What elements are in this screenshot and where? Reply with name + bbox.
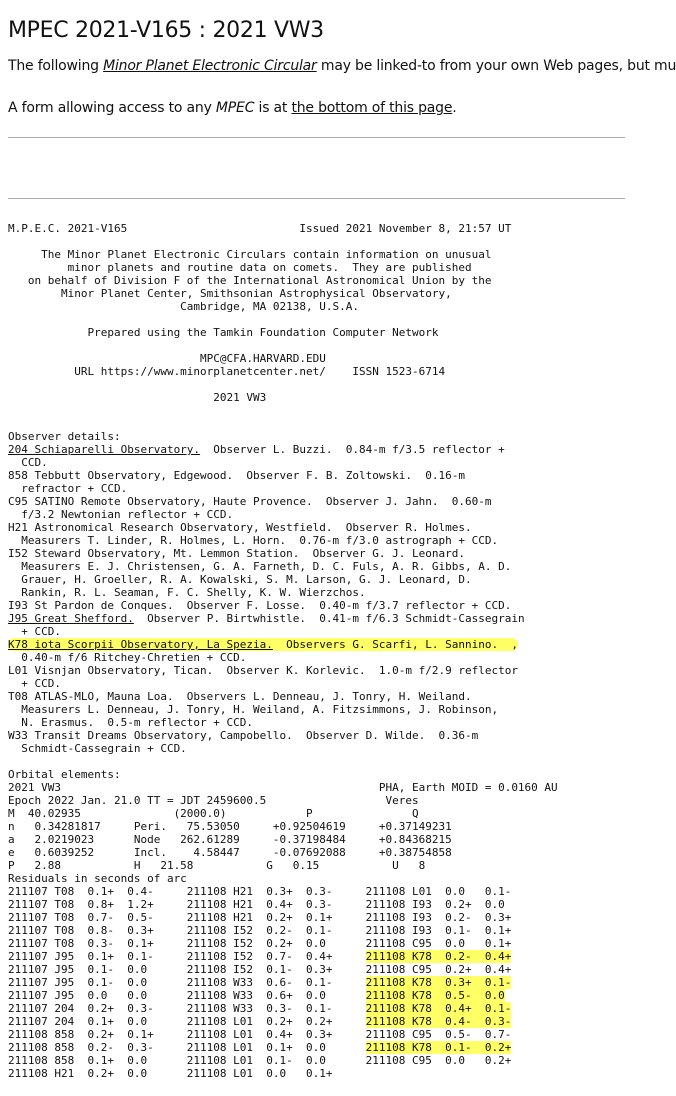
residual-cell: 211108 L01 0.0 0.1- — [365, 885, 512, 898]
residual-cells: 211107 T08 0.7- 0.5- 211108 H21 0.2+ 0.1+ — [8, 911, 366, 924]
mpec-preamble: The Minor Planet Electronic Circulars contain information on unusual minor planets and routine data on comets. They are published on behalf of Division F of the International Astronomical Union by the Minor Planet Center, Smithsonian Astrophysical Observatory, Cambridge, MA 02138, U.S.A. Prepared using the Tamkin Foundation Computer Network MPC@CFA.HARVARD.EDU URL https://www.minorplanetcenter.net/ ISSN 1523-6714 2021 VW3 — [27, 248, 492, 404]
intro-text: A form allowing access to any — [8, 100, 216, 116]
residuals-table — [8, 885, 511, 1080]
residual-cells: 211107 T08 0.8+ 1.2+ 211108 H21 0.4+ 0.3- — [8, 898, 366, 911]
residual-cells: 211107 204 0.2+ 0.3- 211108 W33 0.3- 0.1- — [8, 1002, 366, 1015]
observer-details-block-2: 0.40-m f/6 Ritchey-Chretien + CCD. L01 Visnjan Observatory, Tican. Observer K. Korlevic. 1.0-m f/2.9 reflector + CCD. T08 ATLAS-MLO, Mauna Loa. Observers L. Denneau, J. Tonry, H. Weiland. Measurers L. Denneau, J. Tonry, H. Weiland, A. Fitzsimmons, J. Robinson, N. Erasmus. 0.5-m reflector + CCD. W33 Transit Dreams Observatory, Campobello. Observer D. Wilde. 0.36-m Schmidt-Cassegrain + CCD. — [8, 651, 518, 755]
residual-cell: 211108 I93 0.2+ 0.0 — [365, 898, 505, 911]
mpec-header: M.P.E.C. 2021-V165 Issued 2021 November 8, 21:57 UT — [8, 222, 512, 235]
residual-cell: 211108 I93 0.1- 0.1+ — [365, 924, 512, 937]
residual-row — [8, 937, 511, 950]
residual-cells: 211107 J95 0.1+ 0.1- 211108 I52 0.7- 0.4+ — [8, 950, 366, 963]
residual-row — [8, 911, 511, 924]
observer-heading: Observer details: — [8, 430, 121, 443]
mpec-link[interactable]: Minor Planet Electronic Circular — [103, 58, 317, 74]
divider-bottom — [8, 198, 625, 199]
intro-text: The following — [8, 58, 104, 74]
intro-line-1 — [8, 58, 676, 74]
residual-cells: 211108 858 0.2- 0.3- 211108 L01 0.1+ 0.0 — [8, 1041, 366, 1054]
residual-row — [8, 1054, 511, 1067]
residual-row — [8, 1002, 511, 1015]
residual-cells: 211107 J95 0.0 0.0 211108 W33 0.6+ 0.0 — [8, 989, 366, 1002]
residual-row — [8, 885, 511, 898]
residual-row — [8, 963, 511, 976]
residual-cells: 211107 J95 0.1- 0.0 211108 I52 0.1- 0.3+ — [8, 963, 366, 976]
intro-text-suffix: may be linked-to from your own Web pages, but mu — [316, 58, 676, 74]
residual-cells: 211107 T08 0.8- 0.3+ 211108 I52 0.2- 0.1- — [8, 924, 366, 937]
residual-cell: 211108 C95 0.5- 0.7- — [365, 1028, 512, 1041]
residual-cell-highlighted: 211108 K78 0.5- 0.0 — [365, 989, 505, 1002]
residual-row — [8, 1015, 511, 1028]
observer-details-k78: Observers G. Scarfi, L. Sannino. , — [272, 638, 518, 651]
residual-cells: 211108 H21 0.2+ 0.0 211108 L01 0.0 0.1+ — [8, 1067, 366, 1080]
mpec-em: MPEC — [215, 100, 255, 116]
observatory-204-link[interactable]: 204 Schiaparelli Observatory. — [8, 443, 201, 456]
residual-row — [8, 950, 511, 963]
residual-cell-highlighted: 211108 K78 0.4- 0.3- — [365, 1015, 512, 1028]
residual-cells: 211107 J95 0.1- 0.0 211108 W33 0.6- 0.1- — [8, 976, 366, 989]
residual-cells: 211108 858 0.2+ 0.1+ 211108 L01 0.4+ 0.3+ — [8, 1028, 366, 1041]
residual-cells: 211107 T08 0.1+ 0.4- 211108 H21 0.3+ 0.3- — [8, 885, 366, 898]
observer-details-j95: Observer P. Birtwhistle. 0.41-m f/6.3 Schmidt-Cassegrain + CCD. — [21, 612, 525, 638]
intro-line-2 — [8, 100, 457, 116]
residual-cell-highlighted: 211108 K78 0.3+ 0.1- — [365, 976, 512, 989]
residual-cell: 211108 C95 0.0 0.1+ — [365, 937, 512, 950]
residual-cell-highlighted: 211108 K78 0.1- 0.2+ — [365, 1041, 512, 1054]
residual-row — [8, 924, 511, 937]
residual-row — [8, 976, 511, 989]
residual-row — [8, 1041, 511, 1054]
residual-cell: 211108 C95 0.0 0.2+ — [365, 1054, 512, 1067]
residual-cell-highlighted: 211108 K78 0.4+ 0.1- — [365, 1002, 512, 1015]
residual-cell: 211108 I93 0.2- 0.3+ — [365, 911, 512, 924]
residual-cell: 211108 C95 0.2+ 0.4+ — [365, 963, 512, 976]
residual-cells: 211107 204 0.1+ 0.0 211108 L01 0.2+ 0.2+ — [8, 1015, 366, 1028]
residual-row — [8, 1028, 511, 1041]
residual-cell-highlighted: 211108 K78 0.2- 0.4+ — [365, 950, 512, 963]
mpec-text — [8, 222, 558, 1080]
observatory-j95-link[interactable]: J95 Great Shefford. — [8, 612, 134, 625]
observatory-k78-link[interactable]: K78 iota Scorpii Observatory, La Spezia. — [8, 638, 273, 651]
orbital-elements: Orbital elements: 2021 VW3 PHA, Earth MOID = 0.0160 AU Epoch 2022 Jan. 21.0 TT = JDT 2459600.5 Veres M 40.02935 (2000.0) P Q n 0.34281817 Peri. 75.53050 +0.92504619 +0.37149231 a 2.0219023 Node 262.61289 -0.37198484 +0.84368215 e 0.6039252 Incl. 4.58447 -0.07692088 +0.38754858 P 2.88 H 21.58 G 0.15 U 8 Residuals in seconds of arc — [8, 768, 558, 885]
residual-cells: 211108 858 0.1+ 0.0 211108 L01 0.1- 0.0 — [8, 1054, 366, 1067]
highlight-k78 — [8, 638, 518, 651]
bottom-of-page-link[interactable]: the bottom of this page — [291, 100, 453, 116]
residual-row — [8, 989, 505, 1002]
residual-row — [8, 898, 505, 911]
intro-text-suffix: . — [452, 100, 457, 116]
page-title: MPEC 2021-V165 : 2021 VW3 — [8, 18, 324, 43]
observer-details-block-1: Observer L. Buzzi. 0.84-m f/3.5 reflector + CCD. 858 Tebbutt Observatory, Edgewood. Observer F. B. Zoltowski. 0.16-m refractor + CCD. C95 SATINO Remote Observatory, Haute Provence. Observer J. Jahn. 0.60-m f/3.2 Newtonian reflector + CCD. H21 Astronomical Research Observatory, Westfield. Observer R. Holmes. Measurers T. Linder, R. Holmes, L. Horn. 0.76-m f/3.0 astrograph + CCD. I52 Steward Observatory, Mt. Lemmon Station. Observer G. J. Leonard. Measurers E. J. Christensen, G. A. Farneth, D. C. Fuls, A. R. Gibbs, A. D. Grauer, H. Groeller, R. A. Kowalski, S. M. Larson, G. J. Leonard, D. Rankin, R. L. Seaman, F. C. Shelly, K. W. Wierzchos. I93 St Pardon de Conques. Observer F. Losse. 0.40-m f/3.7 reflector + CCD. — [8, 443, 512, 612]
residual-row — [8, 1067, 366, 1080]
residual-cells: 211107 T08 0.3- 0.1+ 211108 I52 0.2+ 0.0 — [8, 937, 366, 950]
divider-top — [8, 137, 625, 138]
intro-text-mid: is at — [254, 100, 292, 116]
